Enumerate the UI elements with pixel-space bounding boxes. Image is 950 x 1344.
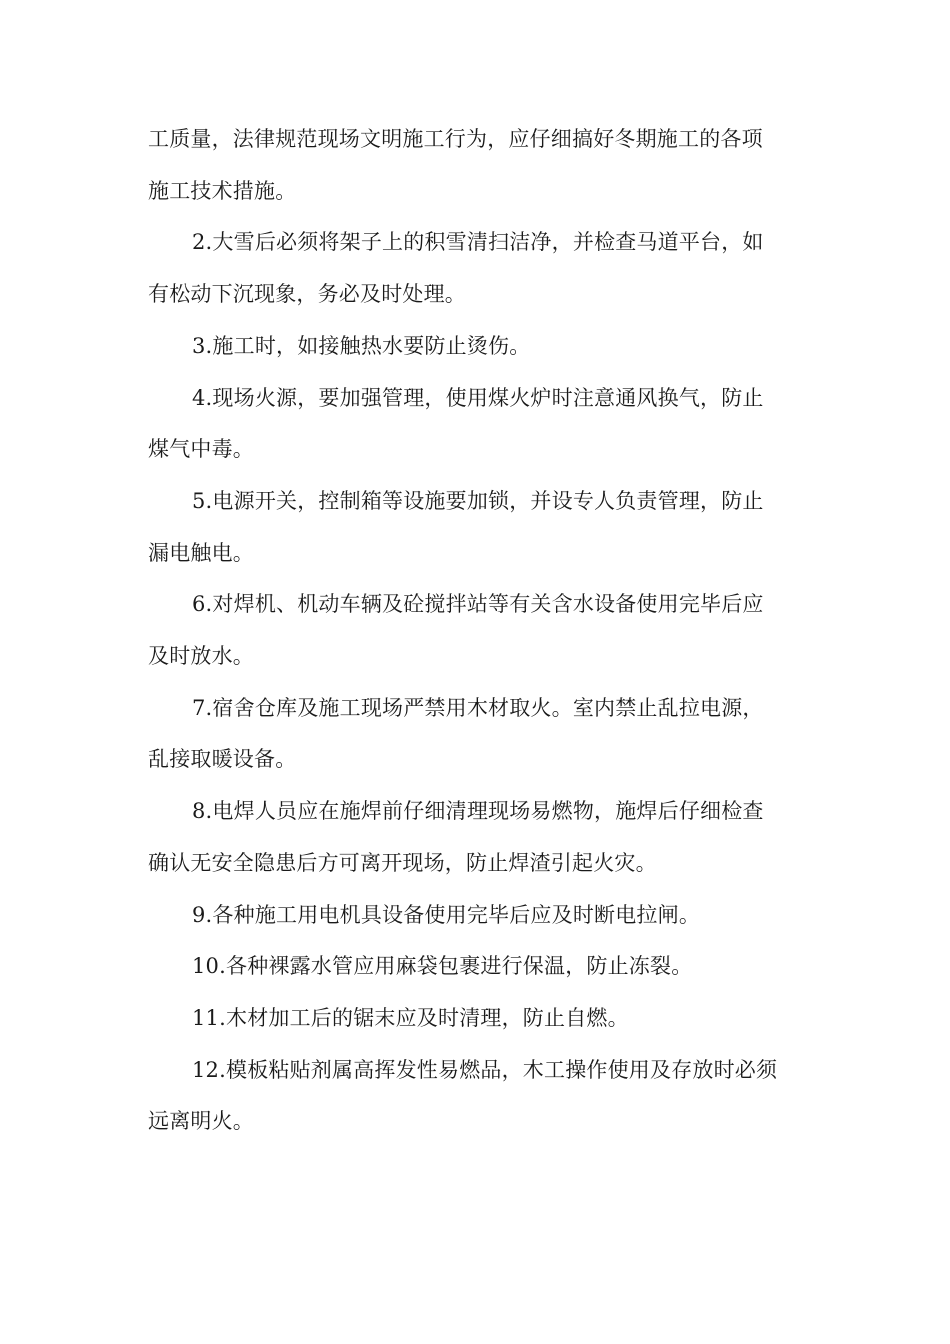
paragraph-line: 10.各种裸露水管应用麻袋包裹进行保温，防止冻裂。 — [192, 954, 693, 979]
paragraph-8 — [148, 786, 808, 889]
paragraph-line: 工质量，法律规范现场文明施工行为，应仔细搞好冬期施工的各项 — [148, 127, 763, 151]
paragraph-line: 8.电焊人员应在施焊前仔细清理现场易燃物，施焊后仔细检查 — [192, 799, 764, 824]
paragraph-12 — [148, 1045, 808, 1148]
paragraph-line: 漏电触电。 — [148, 540, 254, 565]
body-text — [148, 114, 808, 1148]
paragraph-line: 有松动下沉现象，务必及时处理。 — [148, 282, 466, 307]
paragraph-line: 4.现场火源，要加强管理，使用煤火炉时注意通风换气，防止 — [192, 385, 764, 410]
paragraph-9 — [148, 890, 808, 942]
paragraph-4 — [148, 373, 808, 476]
paragraph-line: 12.模板粘贴剂属高挥发性易燃品，木工操作使用及存放时必须 — [192, 1057, 778, 1082]
paragraph-line: 7.宿舍仓库及施工现场严禁用木材取火。室内禁止乱拉电源， — [192, 695, 764, 720]
paragraph-line: 煤气中毒。 — [148, 437, 254, 462]
paragraph-2 — [148, 217, 808, 320]
paragraph-line: 3.施工时，如接触热水要防止烫伤。 — [192, 333, 531, 358]
paragraph-line: 确认无安全隐患后方可离开现场，防止焊渣引起火灾。 — [148, 850, 657, 875]
paragraph-6 — [148, 579, 808, 682]
paragraph-line: 6.对焊机、机动车辆及砼搅拌站等有关含水设备使用完毕后应 — [192, 592, 764, 617]
paragraph-10 — [148, 941, 808, 993]
paragraph-line: 乱接取暖设备。 — [148, 747, 297, 772]
paragraph-7 — [148, 683, 808, 786]
paragraph-line: 及时放水。 — [148, 644, 254, 669]
paragraph-line: 远离明火。 — [148, 1109, 254, 1134]
paragraph-1 — [148, 114, 808, 217]
paragraph-line: 11.木材加工后的锯末应及时清理，防止自燃。 — [192, 1005, 629, 1030]
paragraph-11 — [148, 993, 808, 1045]
paragraph-line: 施工技术措施。 — [148, 178, 297, 203]
paragraph-line: 5.电源开关，控制箱等设施要加锁，并设专人负责管理，防止 — [192, 488, 764, 513]
paragraph-line: 9.各种施工用电机具设备使用完毕后应及时断电拉闸。 — [192, 902, 701, 927]
paragraph-3 — [148, 321, 808, 373]
paragraph-line: 2.大雪后必须将架子上的积雪清扫洁净，并检查马道平台，如 — [192, 230, 764, 255]
paragraph-5 — [148, 476, 808, 579]
